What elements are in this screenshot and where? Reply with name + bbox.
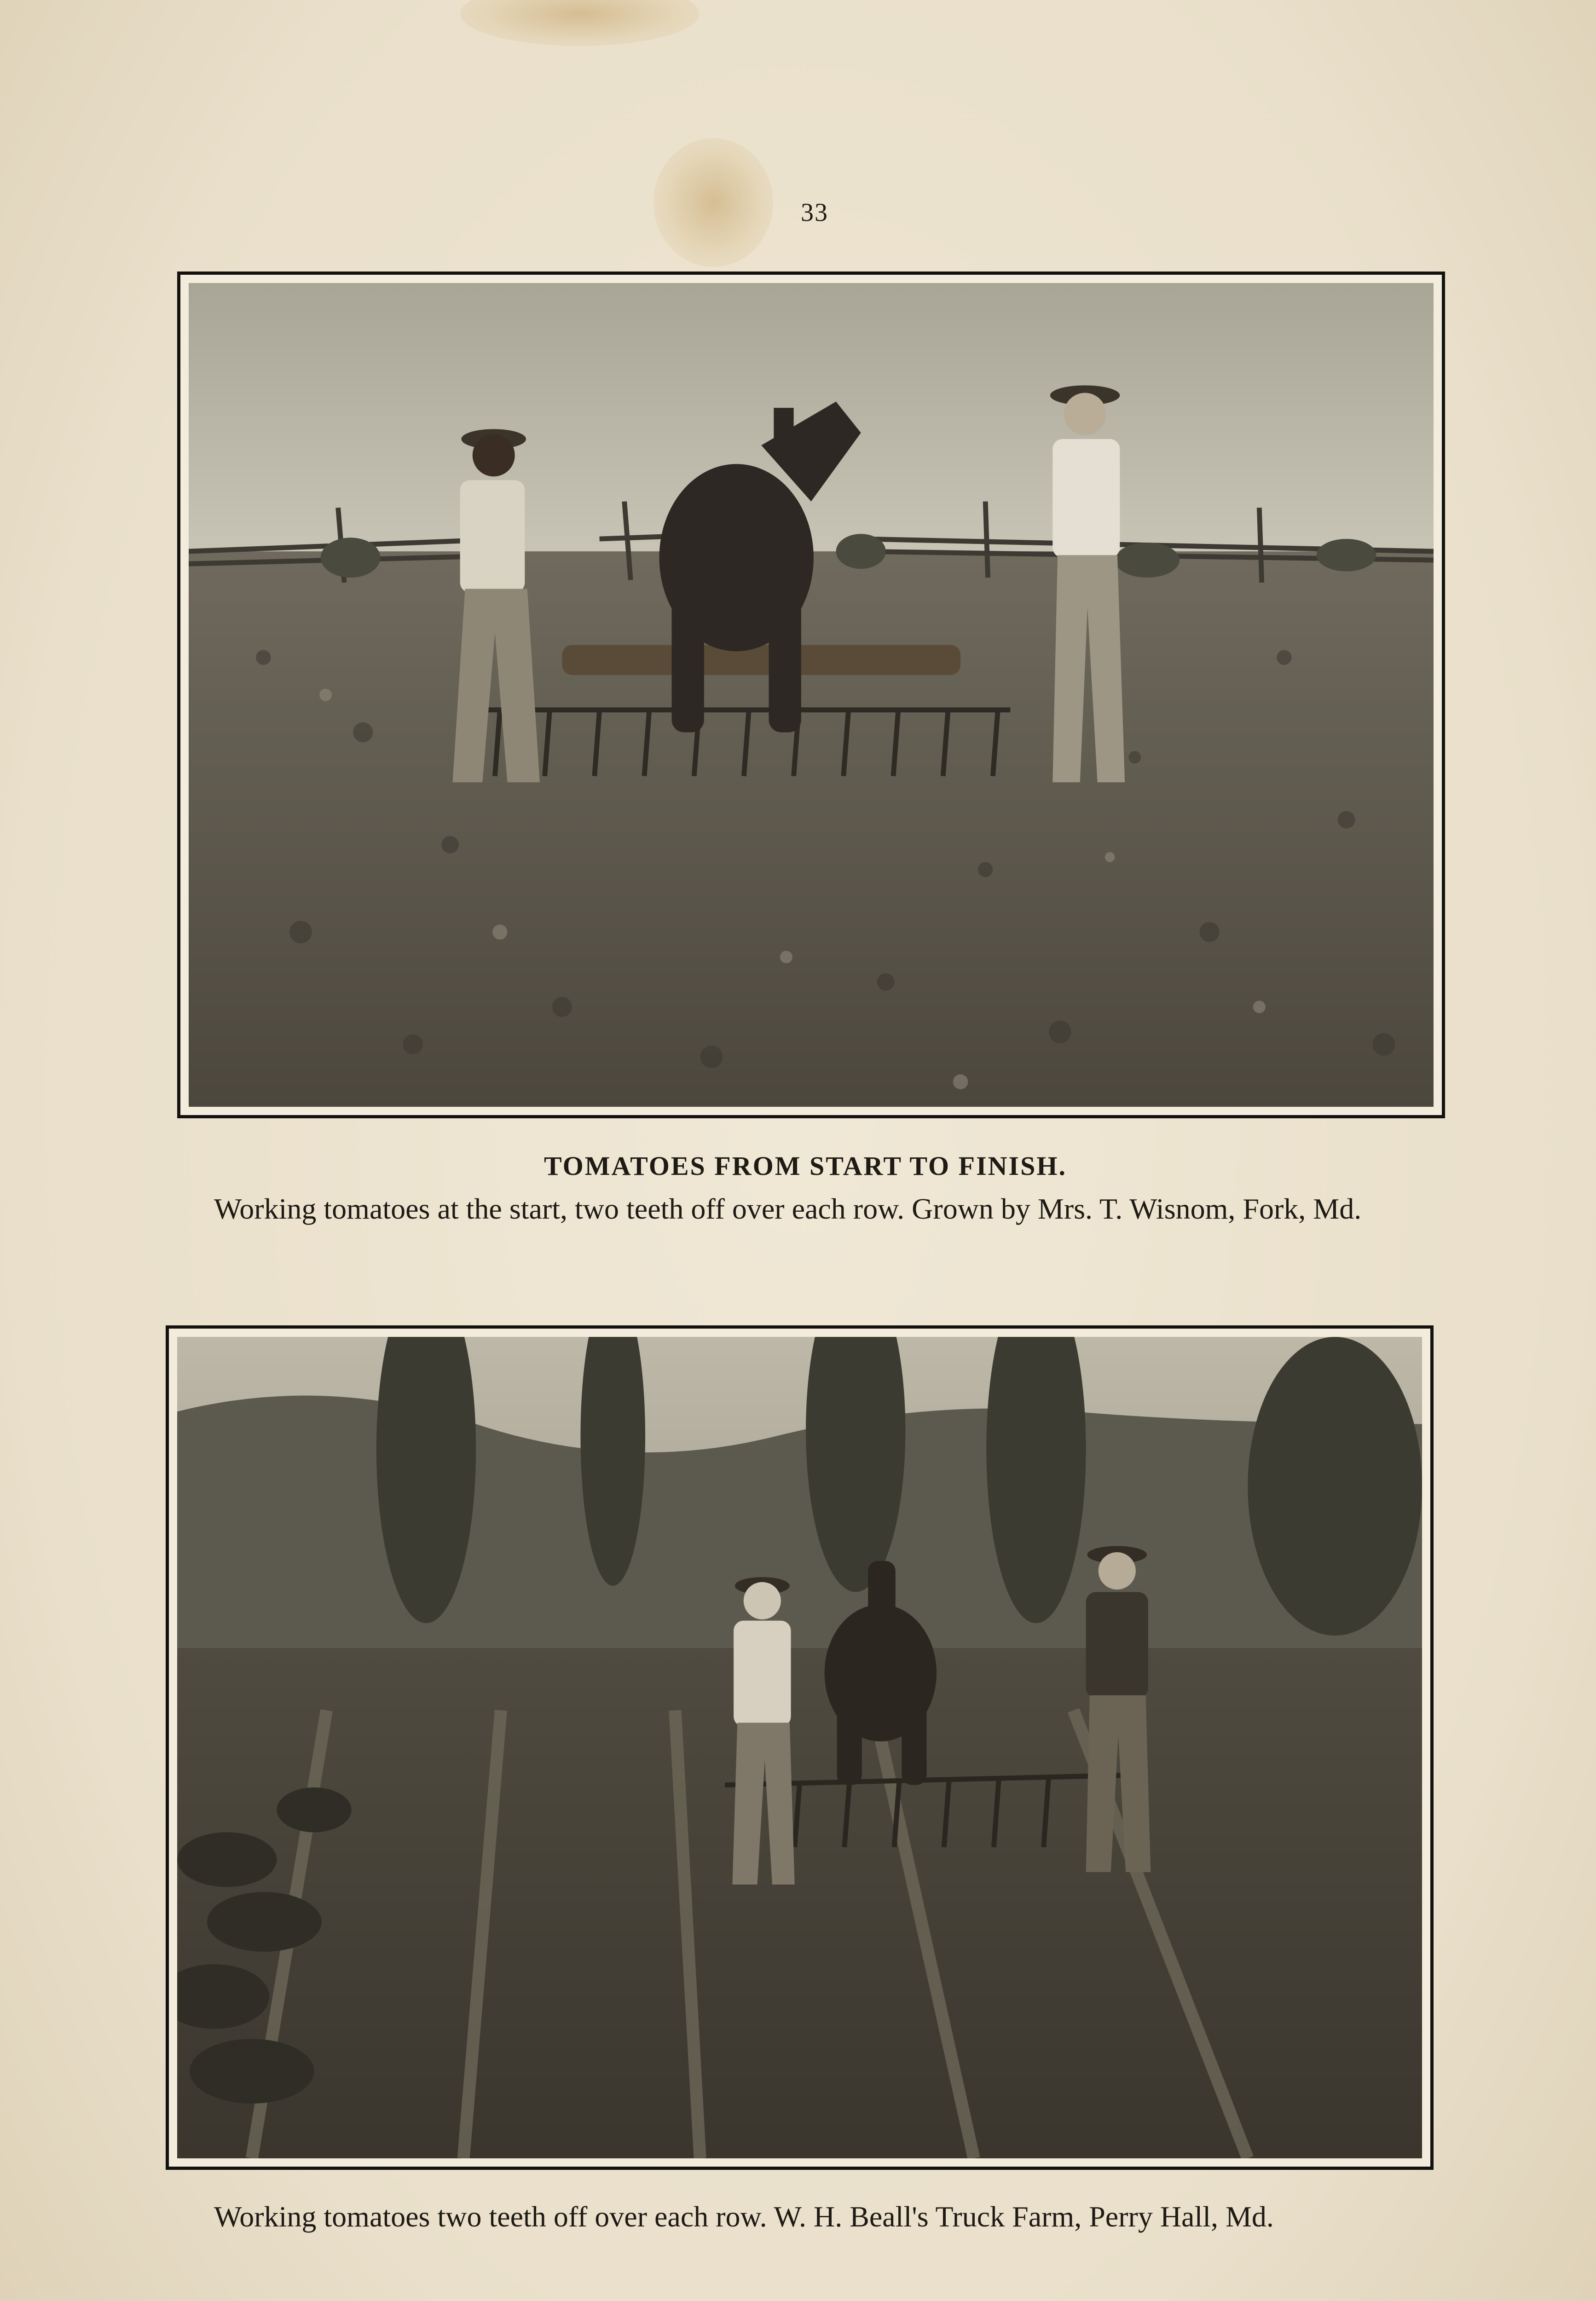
page-number: 33 bbox=[801, 198, 828, 227]
caption-top-text: Working tomatoes at the start, two teeth off over each row. Grown by Mrs. T. Wisnom, Fork, Md. bbox=[214, 1192, 1362, 1225]
caption-bottom-text: Working tomatoes two teeth off over each row. W. H. Beall's Truck Farm, Perry Hall, Md. bbox=[214, 2200, 1274, 2233]
photo-horse-and-harrow bbox=[189, 283, 1434, 1107]
caption-top bbox=[182, 1194, 1424, 1224]
photo-bottom bbox=[166, 1325, 1434, 2170]
plate-title: TOMATOES FROM START TO FINISH. bbox=[544, 1151, 1067, 1181]
water-stain bbox=[460, 0, 700, 46]
water-stain bbox=[653, 138, 773, 267]
photo-truck-farm bbox=[177, 1337, 1422, 2158]
photo-top bbox=[177, 272, 1445, 1118]
caption-bottom bbox=[182, 2202, 1424, 2232]
